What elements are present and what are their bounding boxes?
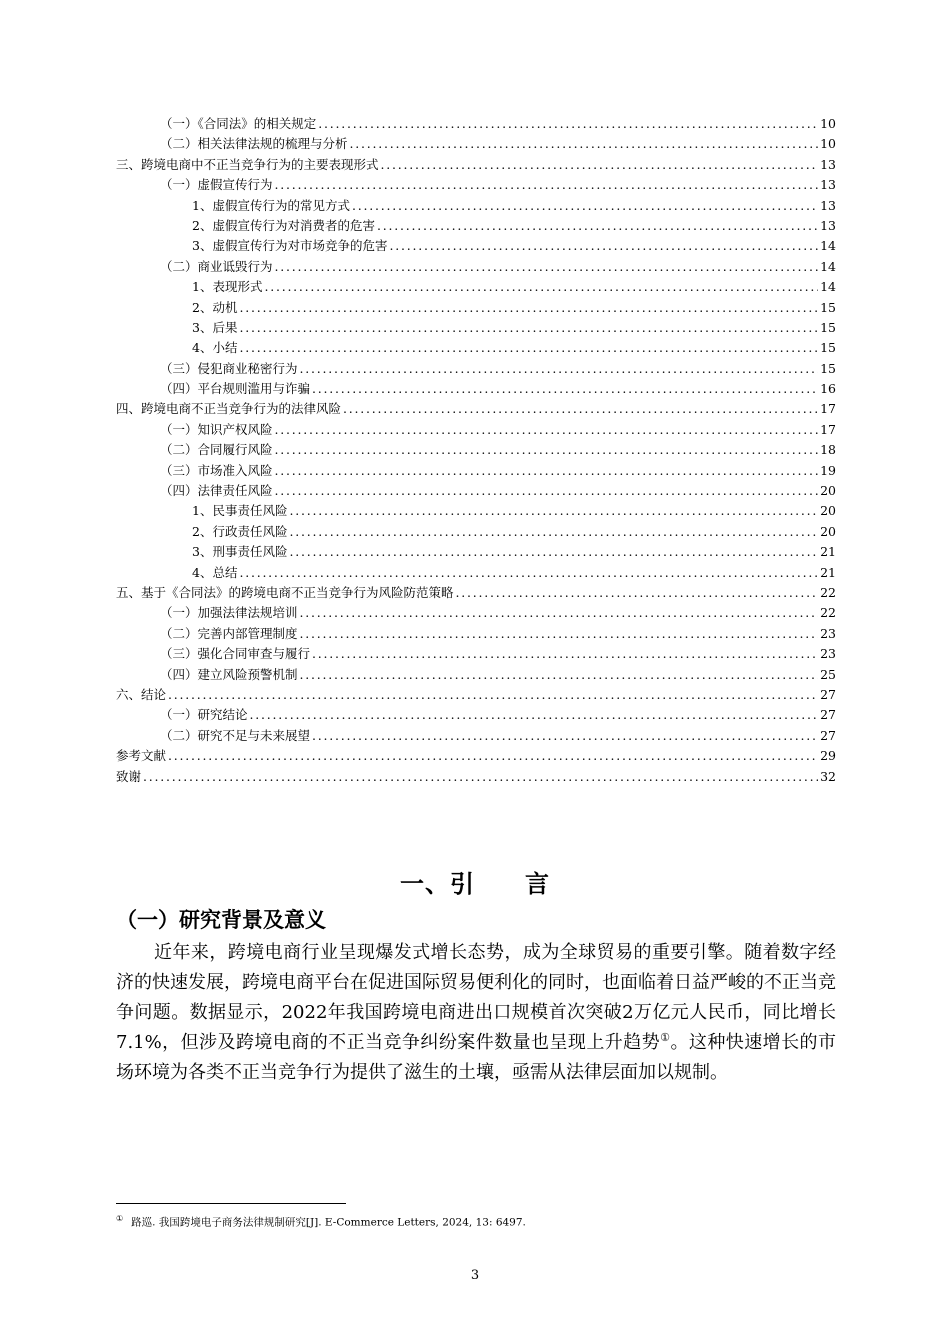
toc-entry-title: （一）加强法律法规培训 <box>160 605 298 621</box>
toc-entry-page: 23 <box>820 625 836 641</box>
toc-dot-leader <box>300 603 818 623</box>
toc-entry-page: 15 <box>820 340 836 356</box>
toc-entry-page: 17 <box>820 401 836 417</box>
footnote-text: 路巡. 我国跨境电子商务法律规制研究[J]. E-Commerce Letters, 2024, 13: 6497. <box>131 1216 526 1229</box>
toc-dot-leader <box>312 726 818 746</box>
toc-entry[interactable] <box>116 522 836 542</box>
toc-entry[interactable] <box>116 155 836 175</box>
toc-dot-leader <box>239 563 818 583</box>
toc-entry[interactable] <box>116 399 836 419</box>
toc-entry[interactable] <box>116 277 836 297</box>
toc-dot-leader <box>343 399 818 419</box>
toc-entry-title: （四）建立风险预警机制 <box>160 666 298 682</box>
toc-entry-title: 3、刑事责任风险 <box>192 544 288 560</box>
page-number: 3 <box>470 1268 480 1283</box>
toc-dot-leader <box>168 685 818 705</box>
toc-entry[interactable] <box>116 175 836 195</box>
toc-entry-page: 15 <box>820 319 836 335</box>
toc-entry[interactable] <box>116 726 836 746</box>
toc-dot-leader <box>289 501 818 521</box>
toc-entry[interactable] <box>116 501 836 521</box>
toc-entry-title: 4、小结 <box>192 340 238 356</box>
toc-entry[interactable] <box>116 705 836 725</box>
toc-entry-page: 20 <box>820 503 836 519</box>
toc-entry[interactable] <box>116 318 836 338</box>
toc-entry-page: 14 <box>820 258 836 274</box>
toc-entry-page: 13 <box>820 217 836 233</box>
toc-entry-title: 六、结论 <box>116 686 167 702</box>
toc-entry-title: 三、跨境电商中不正当竞争行为的主要表现形式 <box>116 156 379 172</box>
toc-dot-leader <box>312 379 818 399</box>
footnote-divider <box>116 1203 346 1204</box>
footnote-reference[interactable]: ① <box>660 1031 671 1044</box>
toc-entry-page: 14 <box>820 238 836 254</box>
toc-entry[interactable] <box>116 746 836 766</box>
toc-entry-page: 13 <box>820 177 836 193</box>
toc-entry-page: 15 <box>820 360 836 376</box>
toc-entry-title: （四）平台规则滥用与诈骗 <box>160 381 311 397</box>
toc-entry-page: 13 <box>820 197 836 213</box>
toc-dot-leader <box>168 746 818 766</box>
toc-entry[interactable] <box>116 257 836 277</box>
toc-entry-page: 29 <box>820 748 836 764</box>
toc-dot-leader <box>239 338 818 358</box>
toc-entry[interactable] <box>116 216 836 236</box>
toc-entry-page: 17 <box>820 421 836 437</box>
toc-entry[interactable] <box>116 665 836 685</box>
toc-entry-title: 3、虚假宣传行为对市场竞争的危害 <box>192 238 388 254</box>
toc-entry-page: 27 <box>820 707 836 723</box>
toc-entry-title: （一）研究结论 <box>160 707 248 723</box>
toc-dot-leader <box>456 583 818 603</box>
toc-entry[interactable] <box>116 440 836 460</box>
toc-entry-title: 致谢 <box>116 768 142 784</box>
toc-dot-leader <box>275 461 818 481</box>
toc-entry[interactable] <box>116 481 836 501</box>
toc-dot-leader <box>312 644 818 664</box>
toc-entry[interactable] <box>116 379 836 399</box>
toc-entry-page: 20 <box>820 523 836 539</box>
toc-dot-leader <box>275 257 818 277</box>
section-heading: （一）研究背景及意义 <box>116 908 326 932</box>
toc-dot-leader <box>275 420 818 440</box>
toc-entry-title: 五、基于《合同法》的跨境电商不正当竞争行为风险防范策略 <box>116 584 454 600</box>
toc-entry-title: （一）《合同法》的相关规定 <box>160 116 317 131</box>
toc-dot-leader <box>389 236 818 256</box>
toc-dot-leader <box>275 440 818 460</box>
toc-entry-title: （四）法律责任风险 <box>160 483 273 499</box>
toc-entry-title: 4、总结 <box>192 564 238 580</box>
toc-dot-leader <box>143 767 818 787</box>
toc-entry[interactable] <box>116 685 836 705</box>
toc-dot-leader <box>318 114 818 134</box>
toc-entry-title: （二）相关法律法规的梳理与分析 <box>160 136 348 152</box>
footnote-marker: ① <box>116 1214 124 1223</box>
toc-entry-page: 25 <box>820 666 836 682</box>
toc-entry-title: （三）市场准入风险 <box>160 462 273 478</box>
toc-entry[interactable] <box>116 603 836 623</box>
body-text-tail: 。这种快速增长的市场环境为各类不正当竞争行为提供了滋生的土壤，亟需从法律层面加以规制。 <box>116 1032 836 1083</box>
toc-entry-page: 21 <box>820 564 836 580</box>
toc-entry-title: 2、动机 <box>192 299 238 315</box>
toc-entry-title: （二）商业诋毁行为 <box>160 258 273 274</box>
table-of-contents <box>116 114 836 787</box>
toc-entry-title: 1、虚假宣传行为的常见方式 <box>192 197 350 213</box>
toc-dot-leader <box>264 277 818 297</box>
toc-entry-title: 四、跨境电商不正当竞争行为的法律风险 <box>116 401 342 417</box>
toc-dot-leader <box>377 216 818 236</box>
footnote <box>116 1214 526 1230</box>
toc-entry-page: 22 <box>820 605 836 621</box>
toc-entry-page: 27 <box>820 686 836 702</box>
toc-dot-leader <box>239 298 818 318</box>
toc-dot-leader <box>350 134 818 154</box>
toc-entry[interactable] <box>116 196 836 216</box>
toc-entry-title: （一）虚假宣传行为 <box>160 177 273 193</box>
toc-entry-page: 10 <box>820 116 836 131</box>
toc-dot-leader <box>239 318 818 338</box>
toc-entry-title: （二）合同履行风险 <box>160 442 273 458</box>
body-text-main: 近年来，跨境电商行业呈现爆发式增长态势，成为全球贸易的重要引擎。随着数字经济的快速发展，跨境电商平台在促进国际贸易便利化的同时，也面临着日益严峻的不正当竞争问题。数据显示，2022年我国跨境电商进出口规模首次突破2万亿元人民币，同比增长7.1%，但涉及跨境电商的不正当竞争纠纷案件数量也呈现上升趋势 <box>116 942 836 1053</box>
toc-entry[interactable] <box>116 236 836 256</box>
toc-entry[interactable] <box>116 563 836 583</box>
toc-dot-leader <box>275 481 818 501</box>
toc-entry-page: 22 <box>820 584 836 600</box>
toc-entry-title: 1、民事责任风险 <box>192 503 288 519</box>
toc-entry-title: （三）侵犯商业秘密行为 <box>160 360 298 376</box>
toc-dot-leader <box>250 705 818 725</box>
body-paragraph <box>116 938 836 1088</box>
toc-entry[interactable] <box>116 420 836 440</box>
toc-entry[interactable] <box>116 359 836 379</box>
toc-entry[interactable] <box>116 114 836 134</box>
toc-entry-page: 10 <box>820 136 836 152</box>
toc-entry-page: 27 <box>820 727 836 743</box>
toc-entry[interactable] <box>116 461 836 481</box>
toc-entry-page: 16 <box>820 381 836 397</box>
toc-entry-page: 15 <box>820 299 836 315</box>
toc-entry-page: 18 <box>820 442 836 458</box>
toc-entry-page: 20 <box>820 483 836 499</box>
toc-dot-leader <box>352 196 818 216</box>
toc-dot-leader <box>381 155 818 175</box>
toc-entry-page: 32 <box>820 768 836 784</box>
toc-entry-page: 14 <box>820 279 836 295</box>
toc-entry-title: 2、行政责任风险 <box>192 523 288 539</box>
toc-entry[interactable] <box>116 134 836 154</box>
toc-entry[interactable] <box>116 338 836 358</box>
toc-entry-page: 21 <box>820 544 836 560</box>
toc-entry[interactable] <box>116 542 836 562</box>
toc-entry-title: 1、表现形式 <box>192 279 263 295</box>
toc-dot-leader <box>300 359 818 379</box>
toc-entry-page: 23 <box>820 646 836 662</box>
toc-entry-page: 13 <box>820 156 836 172</box>
toc-entry-title: 2、虚假宣传行为对消费者的危害 <box>192 217 375 233</box>
toc-entry[interactable] <box>116 298 836 318</box>
toc-dot-leader <box>300 624 818 644</box>
toc-entry-title: （二）研究不足与未来展望 <box>160 727 311 743</box>
toc-entry[interactable] <box>116 583 836 603</box>
toc-entry-page: 19 <box>820 462 836 478</box>
toc-entry[interactable] <box>116 767 836 787</box>
toc-entry-title: （三）强化合同审查与履行 <box>160 646 311 662</box>
chapter-heading: 一、引 言 <box>400 870 550 898</box>
toc-dot-leader <box>300 665 818 685</box>
toc-dot-leader <box>289 542 818 562</box>
toc-entry[interactable] <box>116 624 836 644</box>
toc-dot-leader <box>275 175 818 195</box>
toc-entry-title: 3、后果 <box>192 319 238 335</box>
toc-entry-title: 参考文献 <box>116 748 167 764</box>
toc-dot-leader <box>289 522 818 542</box>
toc-entry-title: （一）知识产权风险 <box>160 421 273 437</box>
toc-entry[interactable] <box>116 644 836 664</box>
toc-entry-title: （二）完善内部管理制度 <box>160 625 298 641</box>
